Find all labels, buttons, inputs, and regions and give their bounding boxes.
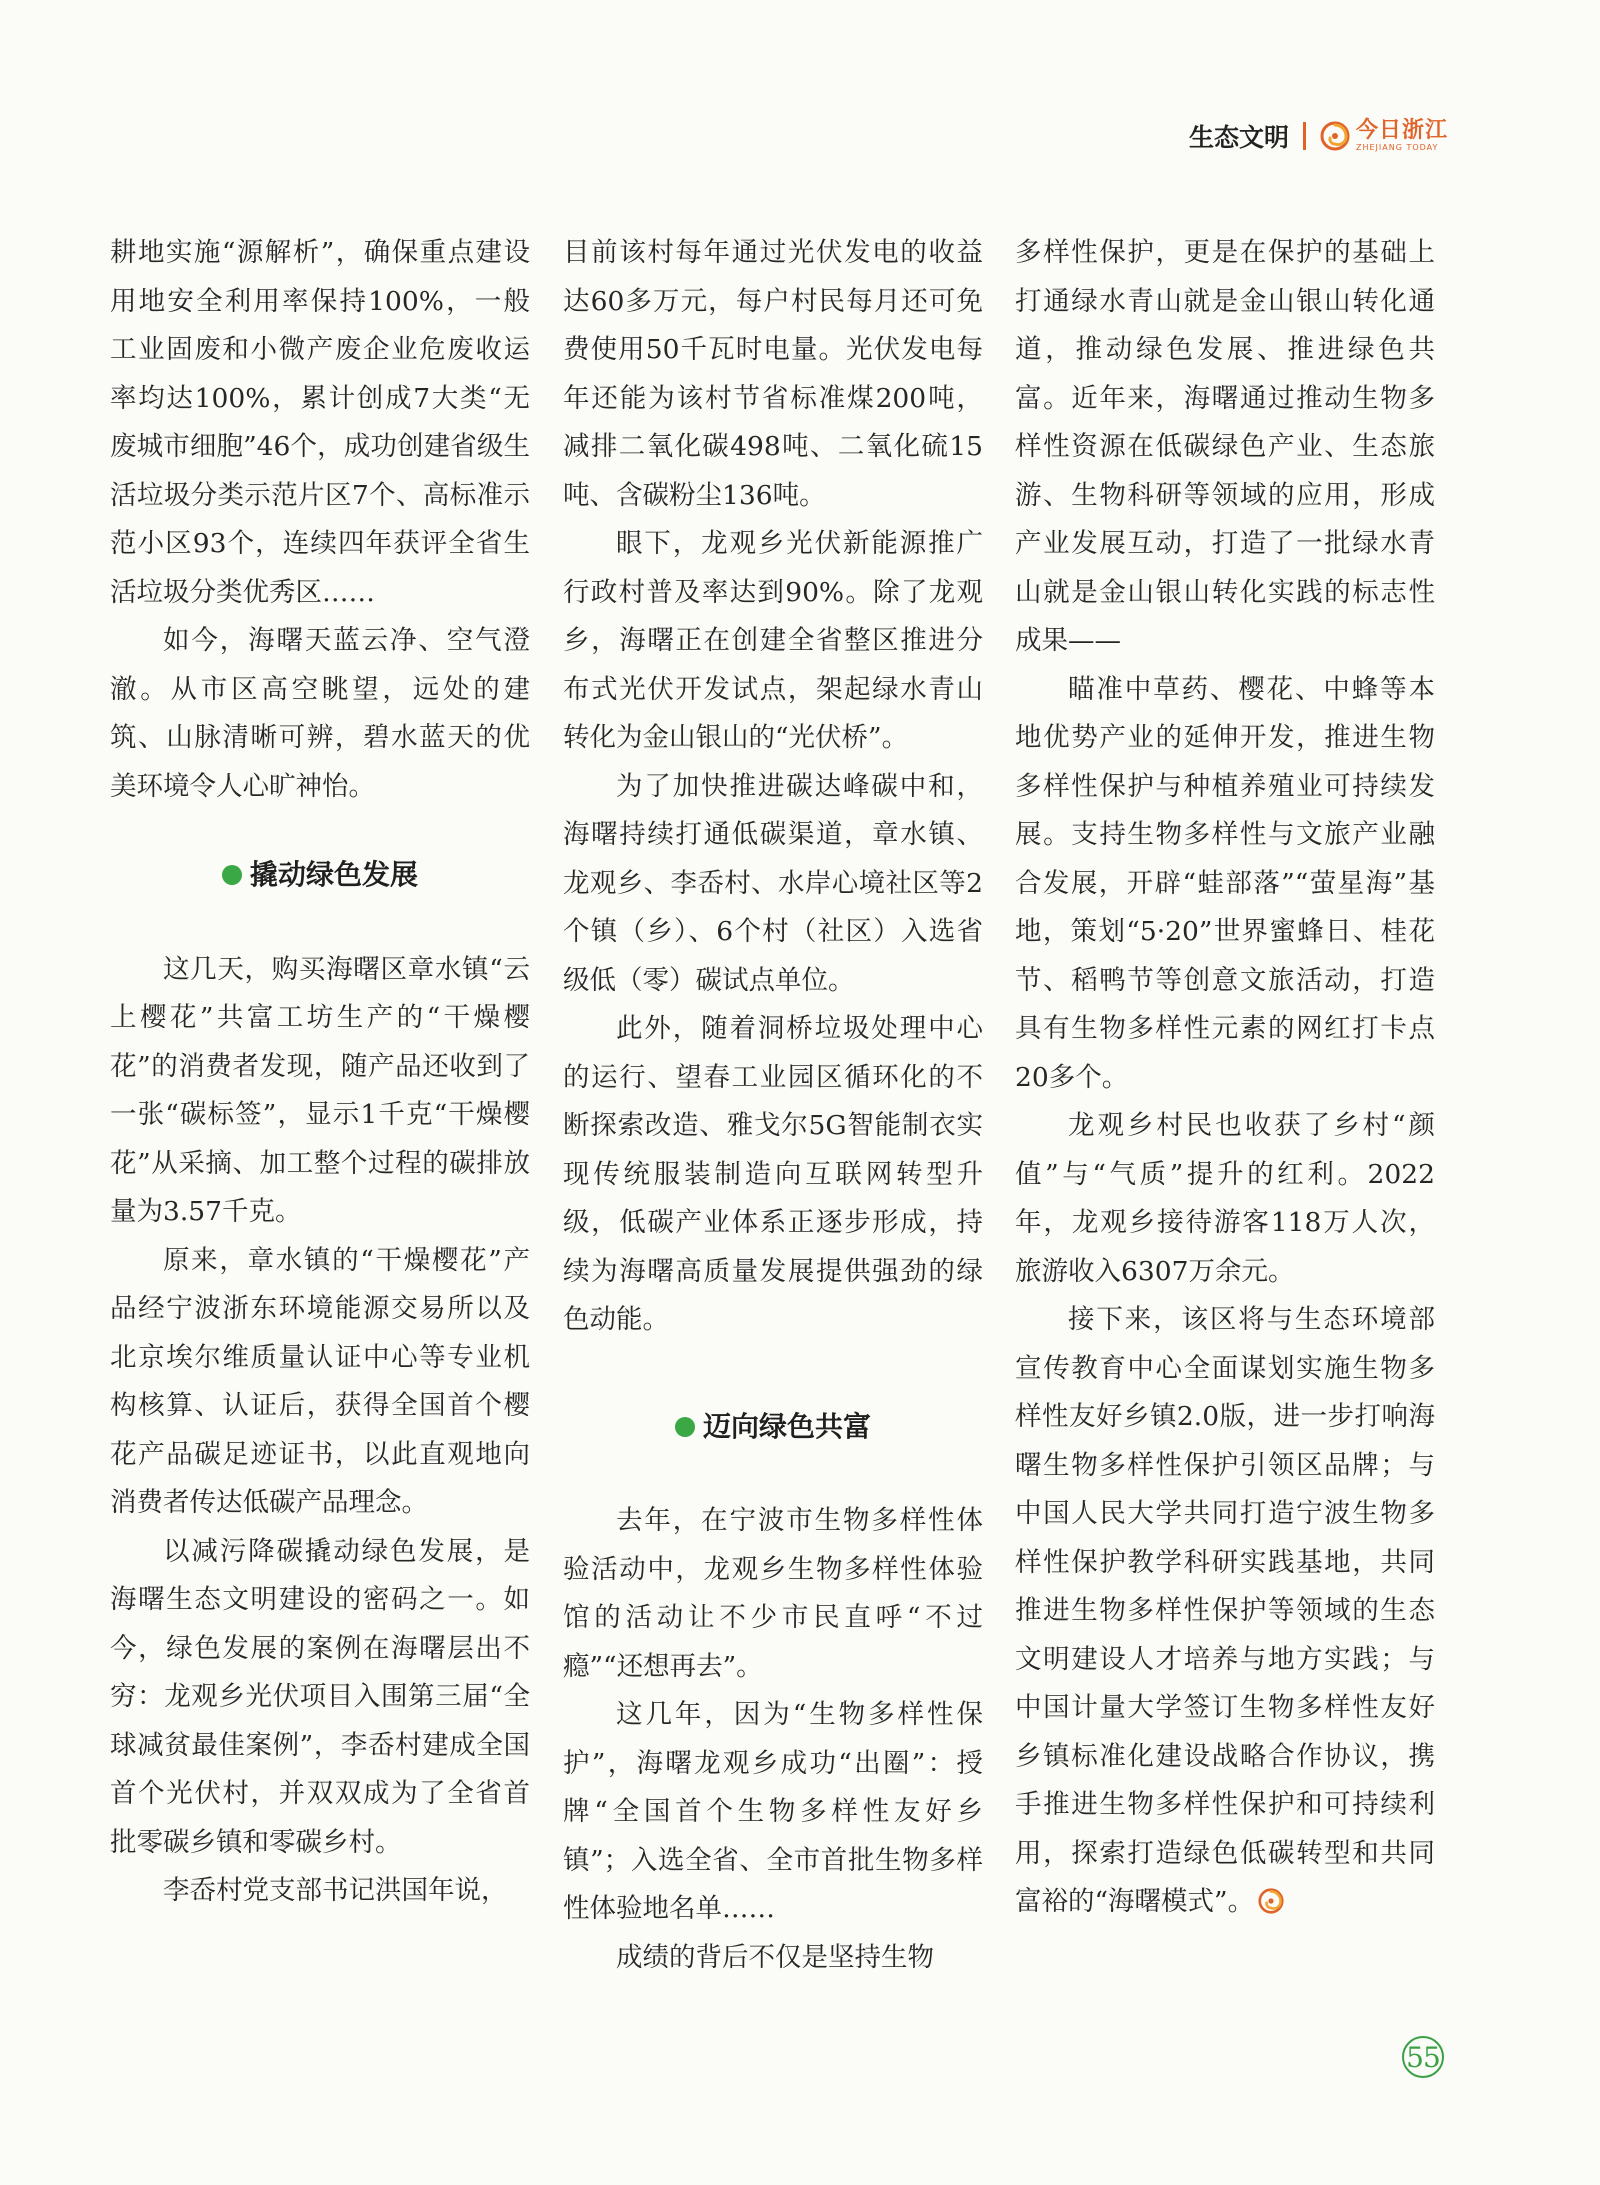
section-heading-text: 迈向绿色共富 bbox=[702, 1409, 871, 1443]
paragraph: 李岙村党支部书记洪国年说， bbox=[163, 1875, 508, 1906]
logo-swirl-icon bbox=[1258, 1888, 1284, 1914]
paragraph: 多样性保护，更是在保护的基础上打通绿水青山就是金山银山转化通道，推动绿色发展、推进绿色共富。近年来，海曙通过推动生物多样性资源在低碳绿色产业、生态旅游、生物科研等领域的应用，形成产业发展互动，打造了一批绿水青山就是金山银山转化实践的标志性成果—— bbox=[1015, 237, 1435, 656]
section-name: 生态文明 bbox=[1188, 123, 1289, 152]
green-dot-icon bbox=[222, 865, 242, 885]
paragraph: 原来，章水镇的“干燥樱花”产品经宁波浙东环境能源交易所以及北京埃尔维质量认证中心等专业机构核算、认证后，获得全国首个樱花产品碳足迹证书，以此直观地向消费者传达低碳产品理念。 bbox=[110, 1244, 530, 1518]
paragraph: 耕地实施“源解析”，确保重点建设用地安全利用率保持100%，一般工业固废和小微产废企业危废收运率均达100%，累计创成7大类“无废城市细胞”46个，成功创建省级生活垃圾分类示范片区7个、高标准示范小区93个，连续四年获评全省生活垃圾分类优秀区…… bbox=[110, 237, 530, 608]
paragraph bbox=[1015, 1296, 1435, 1927]
page-header bbox=[1189, 118, 1448, 154]
header-separator bbox=[1303, 122, 1306, 150]
paragraph: 龙观乡村民也收获了乡村“颜值”与“气质”提升的红利。2022年，龙观乡接待游客118万人次，旅游收入6307万余元。 bbox=[1015, 1110, 1435, 1287]
column-3 bbox=[1015, 229, 1435, 1927]
paragraph: 成绩的背后不仅是坚持生物 bbox=[616, 1941, 934, 1973]
logo-swirl-icon bbox=[1320, 121, 1350, 151]
logo-english-text: ZHEJIANG TODAY bbox=[1355, 143, 1439, 152]
green-dot-icon bbox=[675, 1417, 695, 1437]
paragraph: 瞄准中草药、樱花、中蜂等本地优势产业的延伸开发，推进生物多样性保护与种植养殖业可持续发展。支持生物多样性与文旅产业融合发展，开辟“蛙部落”“萤星海”基地，策划“5·20”世界蜜蜂日、桂花节、稻鸭节等创意文旅活动，打造具有生物多样性元素的网红打卡点20多个。 bbox=[1015, 673, 1435, 1093]
paragraph: 去年，在宁波市生物多样性体验活动中，龙观乡生物多样性体验馆的活动让不少市民直呼“不过瘾”“还想再去”。 bbox=[563, 1505, 983, 1682]
page-number: 55 bbox=[1402, 2036, 1444, 2078]
paragraph: 目前该村每年通过光伏发电的收益达60多万元，每户村民每月还可免费使用50千瓦时电量。光伏发电每年还能为该村节省标准煤200吨，减排二氧化碳498吨、二氧化硫15吨、含碳粉尘136吨。 bbox=[563, 237, 983, 511]
magazine-logo bbox=[1320, 120, 1448, 152]
column-1 bbox=[110, 229, 530, 1916]
paragraph: 这几年，因为“生物多样性保护”，海曙龙观乡成功“出圈”：授牌“全国首个生物多样性友好乡镇”；入选全省、全市首批生物多样性体验地名单…… bbox=[563, 1699, 983, 1924]
paragraph: 如今，海曙天蓝云净、空气澄澈。从市区高空眺望，远处的建筑、山脉清晰可辨，碧水蓝天的优美环境令人心旷神怡。 bbox=[110, 625, 530, 802]
logo-chinese-text: 今日浙江 bbox=[1355, 118, 1448, 143]
paragraph: 为了加快推进碳达峰碳中和，海曙持续打通低碳渠道，章水镇、龙观乡、李岙村、水岸心境社区等2个镇（乡）、6个村（社区）入选省级低（零）碳试点单位。 bbox=[563, 770, 983, 996]
column-2 bbox=[563, 229, 983, 1982]
paragraph: 以减污降碳撬动绿色发展，是海曙生态文明建设的密码之一。如今，绿色发展的案例在海曙层出不穷：龙观乡光伏项目入围第三届“全球减贫最佳案例”，李岙村建成全国首个光伏村，并双双成为了全省首批零碳乡镇和零碳乡村。 bbox=[110, 1535, 530, 1858]
paragraph: 这几天，购买海曙区章水镇“云上樱花”共富工坊生产的“干燥樱花”的消费者发现，随产品还收到了一张“碳标签”，显示1千克“干燥樱花”从采摘、加工整个过程的碳排放量为3.57千克。 bbox=[110, 953, 530, 1227]
paragraph-text: 接下来，该区将与生态环境部宣传教育中心全面谋划实施生物多样性友好乡镇2.0版，进一步打响海曙生物多样性保护引领区品牌；与中国人民大学共同打造宁波生物多样性保护教学科研实践基地，共同推进生物多样性保护等领域的生态文明建设人才培养与地方实践；与中国计量大学签订生物多样性友好乡镇标准化建设战略合作协议，携手推进生物多样性保护和可持续利用，探索打造绿色低碳转型和共同富裕的“海曙模式”。 bbox=[1015, 1304, 1435, 1917]
section-heading bbox=[110, 851, 530, 900]
section-heading bbox=[563, 1403, 983, 1452]
section-heading-text: 撬动绿色发展 bbox=[249, 858, 418, 891]
paragraph: 眼下，龙观乡光伏新能源推广行政村普及率达到90%。除了龙观乡，海曙正在创建全省整区推进分布式光伏开发试点，架起绿水青山转化为金山银山的“光伏桥”。 bbox=[563, 528, 983, 753]
paragraph: 此外，随着洞桥垃圾处理中心的运行、望春工业园区循环化的不断探索改造、雅戈尔5G智能制衣实现传统服装制造向互联网转型升级，低碳产业体系正逐步形成，持续为海曙高质量发展提供强劲的绿色动能。 bbox=[563, 1013, 983, 1335]
